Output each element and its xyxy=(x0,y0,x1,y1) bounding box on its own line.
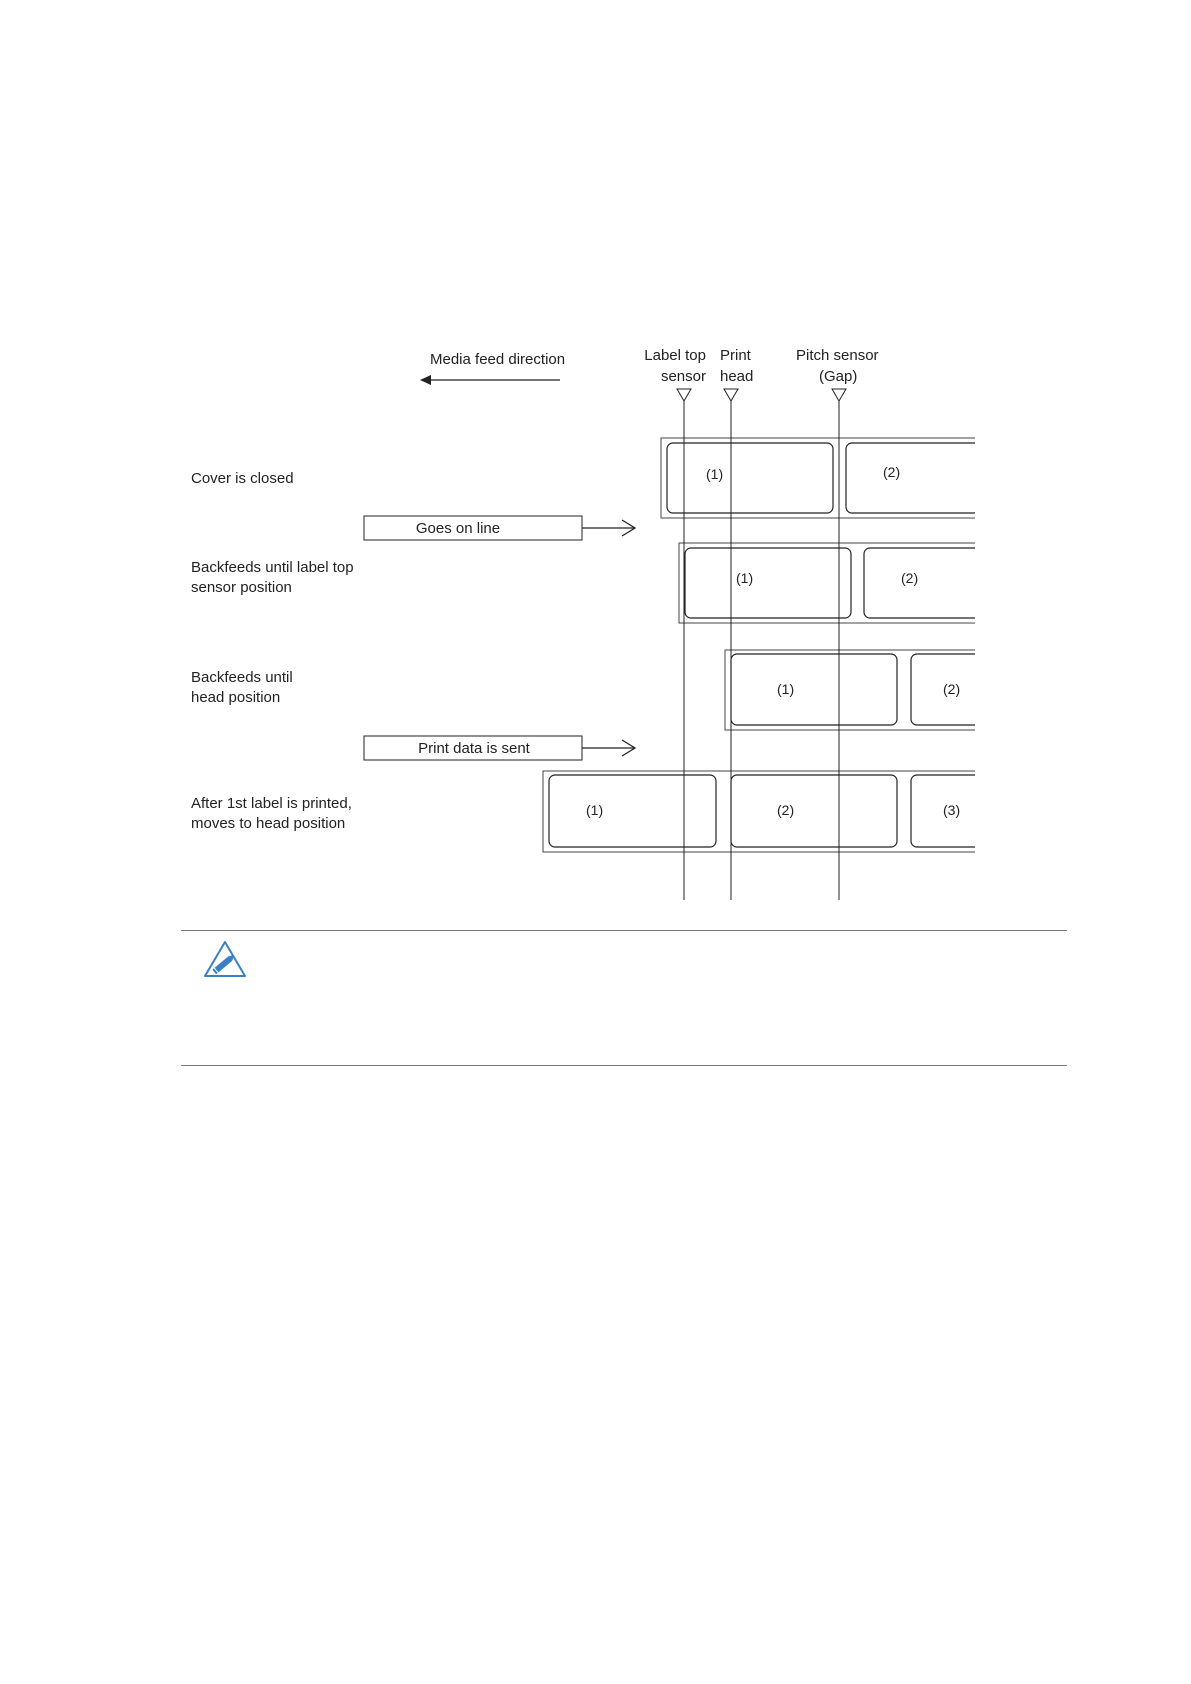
svg-text:After 1st label is printed,: After 1st label is printed, xyxy=(191,795,352,812)
svg-text:sensor: sensor xyxy=(660,368,706,385)
label-2 xyxy=(731,775,897,847)
svg-text:sensor position: sensor position xyxy=(191,579,292,596)
feed-direction-arrow xyxy=(420,375,560,385)
label-1 xyxy=(549,775,716,847)
label-2 xyxy=(911,654,1077,725)
svg-text:(Gap): (Gap) xyxy=(819,368,858,385)
label-1 xyxy=(685,548,851,618)
row-1-label-1-number: (1) xyxy=(706,466,724,482)
svg-text:moves to head position: moves to head position xyxy=(191,815,346,832)
svg-text:Print data is sent: Print data is sent xyxy=(418,740,530,757)
label-1 xyxy=(667,443,833,513)
row-3-label-2-number: (2) xyxy=(943,681,961,697)
media-strip-row-4 xyxy=(543,771,1077,852)
row-2-label-2-number: (2) xyxy=(901,570,919,586)
svg-text:Backfeeds until label top: Backfeeds until label top xyxy=(191,559,354,576)
row-4-label-3-number: (3) xyxy=(943,802,961,818)
svg-text:Backfeeds until: Backfeeds until xyxy=(191,669,293,686)
label-3 xyxy=(911,775,1077,847)
label-2 xyxy=(864,548,1030,618)
row-2-label-1-number: (1) xyxy=(736,570,754,586)
note-bottom-rule xyxy=(181,1065,1067,1066)
media-strip-row-2 xyxy=(679,543,1030,623)
step-3-text xyxy=(191,669,293,706)
svg-text:Goes on line: Goes on line xyxy=(415,520,501,537)
step-4-text xyxy=(191,795,352,832)
feed-direction-label: Media feed direction xyxy=(430,351,566,368)
step-2-text xyxy=(191,559,354,596)
pencil-note-icon xyxy=(203,940,247,980)
svg-text:Pitch sensor: Pitch sensor xyxy=(796,347,879,364)
svg-text:Print: Print xyxy=(720,347,751,364)
pitch-sensor-header xyxy=(796,347,879,401)
print-data-sent-event xyxy=(364,736,635,760)
goes-on-line-event xyxy=(364,516,635,540)
note-top-rule xyxy=(181,930,1067,931)
print-head-header xyxy=(720,347,753,401)
label-top-sensor-header xyxy=(644,347,706,401)
row-3-label-1-number: (1) xyxy=(777,681,795,697)
svg-text:head: head xyxy=(720,368,754,385)
row-4-label-2-number: (2) xyxy=(777,802,795,818)
svg-text:head position: head position xyxy=(191,689,281,706)
step-1-text: Cover is closed xyxy=(191,470,294,487)
row-4-label-1-number: (1) xyxy=(586,802,604,818)
row-1-label-2-number: (2) xyxy=(883,464,901,480)
label-1 xyxy=(731,654,897,725)
svg-text:Label top: Label top xyxy=(644,347,706,364)
label-2 xyxy=(846,443,1012,513)
